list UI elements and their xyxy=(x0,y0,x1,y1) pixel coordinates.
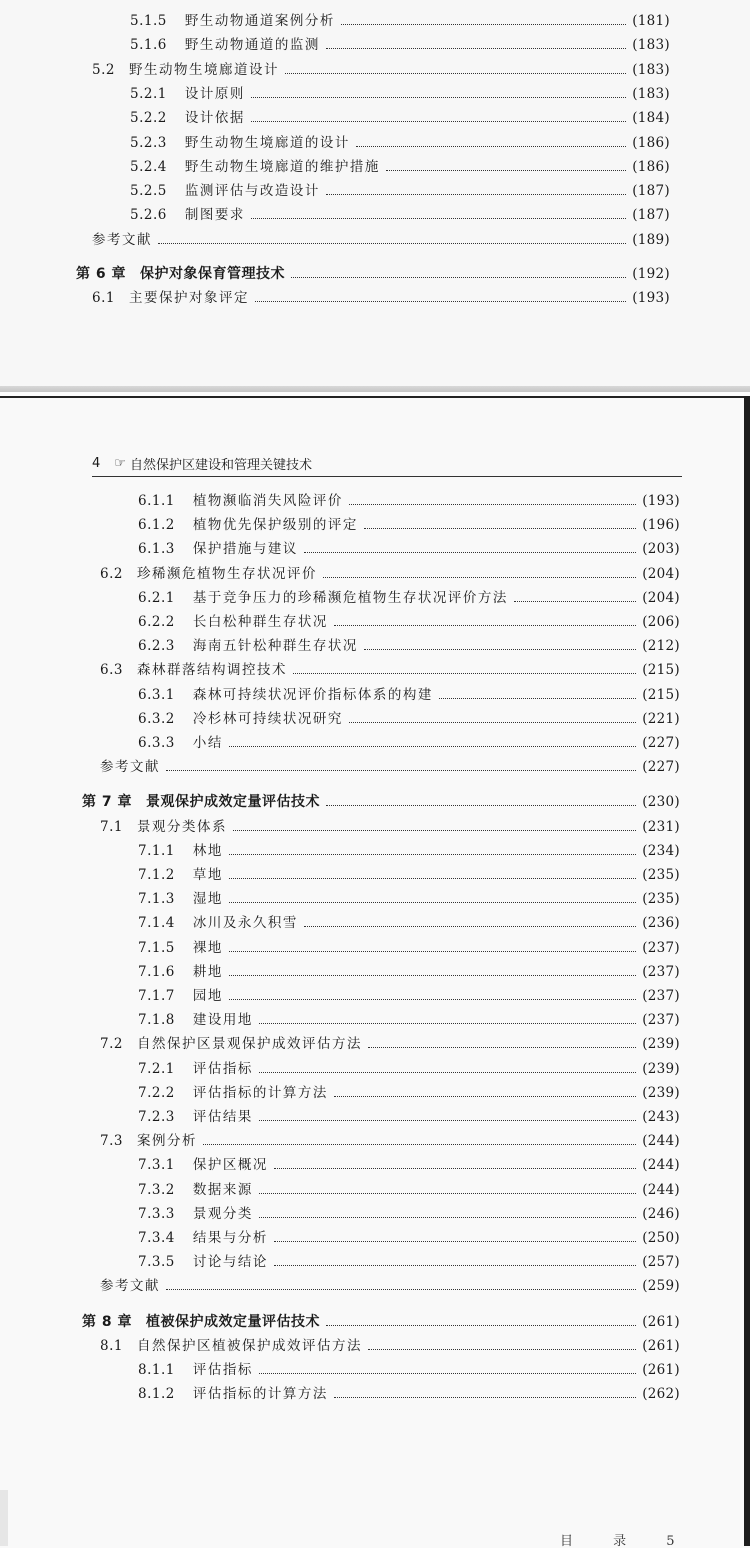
toc-entry-title: 湿地 xyxy=(192,891,223,908)
toc-leader-dots xyxy=(341,23,626,25)
toc-leader-dots xyxy=(229,998,636,1000)
toc-leader-dots xyxy=(251,217,626,219)
running-header xyxy=(92,450,682,477)
toc-entry-title: 裸地 xyxy=(192,939,223,956)
toc-entry-page: (215) xyxy=(642,662,680,679)
toc-entry xyxy=(130,10,670,32)
toc-entry-number: 7.2.2 xyxy=(138,1084,175,1101)
toc-entry-page: (187) xyxy=(632,207,670,224)
toc-entry-number: 5.2.6 xyxy=(130,207,167,224)
toc-entry xyxy=(130,83,670,105)
toc-entry xyxy=(92,59,670,81)
toc-leader-dots xyxy=(349,503,636,505)
toc-entry-title: 设计依据 xyxy=(184,110,245,127)
toc-leader-dots xyxy=(203,1143,636,1145)
toc-entry-page: (261) xyxy=(642,1337,680,1354)
toc-entry-page: (261) xyxy=(642,1313,680,1330)
toc-entry-number: 6.3.3 xyxy=(138,735,175,751)
toc-leader-dots xyxy=(356,145,626,147)
toc-entry-page: (187) xyxy=(632,183,670,200)
toc-entry-title: 评估结果 xyxy=(192,1109,253,1125)
toc-leader-dots xyxy=(259,1192,636,1194)
toc-entry-number: 6.2.2 xyxy=(138,614,175,630)
toc-entry-title: 数据来源 xyxy=(192,1181,253,1198)
toc-entry xyxy=(138,1009,680,1031)
toc-entry-page: (227) xyxy=(642,759,680,776)
toc-entry-page: (227) xyxy=(642,735,680,751)
toc-entry-number: 6.1 xyxy=(92,290,115,307)
toc-entry-page: (259) xyxy=(642,1278,680,1295)
toc-leader-dots xyxy=(274,1240,636,1242)
toc-entry xyxy=(138,864,680,886)
toc-entry-page: (204) xyxy=(642,565,680,582)
toc-entry-page: (235) xyxy=(642,867,680,883)
toc-entry-page: (237) xyxy=(642,988,680,1004)
toc-entry xyxy=(138,514,680,536)
toc-entry xyxy=(138,732,680,754)
toc-references-entry xyxy=(100,756,680,778)
toc-entry xyxy=(138,1251,680,1273)
toc-entry xyxy=(138,1227,680,1249)
toc-entry-number: 5.1.5 xyxy=(130,13,167,29)
toc-entry-page: (189) xyxy=(632,231,670,248)
toc-leader-dots xyxy=(229,974,636,976)
toc-leader-dots xyxy=(386,169,626,171)
toc-leader-dots xyxy=(293,672,636,674)
toc-entry-page: (193) xyxy=(642,493,680,509)
toc-entry xyxy=(138,611,680,633)
toc-entry-title: 评估指标 xyxy=(192,1060,253,1077)
toc-leader-dots xyxy=(323,576,636,578)
toc-entry xyxy=(130,156,670,178)
toc-entry-number: 7.1.1 xyxy=(138,842,175,859)
toc-entry-number: 5.1.6 xyxy=(130,37,167,54)
toc-leader-dots xyxy=(259,1372,636,1374)
toc-entry-title: 珍稀濒危植物生存状况评价 xyxy=(136,565,317,582)
toc-entry-number: 6.3 xyxy=(100,662,123,679)
toc-entry xyxy=(138,1082,680,1104)
toc-entry-number: 7.1.5 xyxy=(138,939,175,956)
toc-entry-page: (212) xyxy=(642,638,680,655)
toc-entry-number: 7.3.3 xyxy=(138,1205,175,1222)
toc-entry-title: 设计原则 xyxy=(184,85,245,102)
toc-entry-number: 7.1.7 xyxy=(138,988,175,1004)
toc-entry xyxy=(130,107,670,129)
toc-entry-title: 基于竞争压力的珍稀濒危植物生存状况评价方法 xyxy=(192,589,508,606)
toc-entry-page: (184) xyxy=(632,110,670,127)
toc-entry-number: 5.2.1 xyxy=(130,85,167,102)
toc-entry-page: (196) xyxy=(642,517,680,534)
toc-entry-title: 主要保护对象评定 xyxy=(128,290,249,307)
toc-entry xyxy=(138,1058,680,1080)
toc-leader-dots xyxy=(514,600,636,602)
toc-entry xyxy=(100,1130,680,1152)
toc-leader-dots xyxy=(364,527,636,529)
toc-entry xyxy=(138,912,680,934)
toc-entry-number: 7.1.6 xyxy=(138,963,175,980)
toc-entry-page: (231) xyxy=(642,818,680,835)
toc-entry-page: (239) xyxy=(642,1084,680,1101)
toc-entry-number: 6.1.3 xyxy=(138,541,175,558)
toc-entry-title: 结果与分析 xyxy=(192,1230,268,1246)
toc-entry-page: (244) xyxy=(642,1181,680,1198)
toc-entry-number: 第 8 章 xyxy=(82,1313,132,1330)
toc-leader-dots xyxy=(166,1288,636,1290)
toc-entry-number: 7.2.1 xyxy=(138,1060,175,1077)
toc-entry-page: (204) xyxy=(642,589,680,606)
toc-entry-title: 植物濒临消失风险评价 xyxy=(192,493,343,509)
toc-entry-title: 参考文献 xyxy=(92,231,152,248)
toc-entry-number: 7.3 xyxy=(100,1133,123,1150)
toc-entry-title: 参考文献 xyxy=(100,1278,160,1295)
toc-leader-dots xyxy=(326,47,626,49)
toc-leader-dots xyxy=(334,1095,636,1097)
toc-entry-number: 5.2 xyxy=(92,61,115,78)
toc-leader-dots xyxy=(259,1022,636,1024)
toc-entry xyxy=(138,840,680,862)
toc-entry-title: 自然保护区景观保护成效评估方法 xyxy=(136,1036,362,1053)
toc-entry-number: 6.1.1 xyxy=(138,493,175,509)
toc-entry-title: 案例分析 xyxy=(136,1133,197,1150)
toc-entry-title: 讨论与结论 xyxy=(192,1254,268,1271)
toc-entry-number: 7.3.5 xyxy=(138,1254,175,1271)
toc-leader-dots xyxy=(368,1348,636,1350)
toc-entry xyxy=(138,490,680,512)
toc-entry-page: (203) xyxy=(642,541,680,558)
toc-entry-page: (250) xyxy=(642,1230,680,1246)
toc-chapter-entry xyxy=(82,1311,680,1333)
toc-entry-page: (257) xyxy=(642,1254,680,1271)
toc-entry-number: 7.1.4 xyxy=(138,915,175,932)
toc-entry-title: 森林可持续状况评价指标体系的构建 xyxy=(192,686,433,703)
toc-entry-number: 6.2.1 xyxy=(138,589,175,606)
toc-entry-page: (235) xyxy=(642,891,680,908)
toc-entry-number: 8.1 xyxy=(100,1337,123,1354)
toc-leader-dots xyxy=(326,804,636,806)
toc-entry-title: 野生动物通道案例分析 xyxy=(184,13,335,29)
toc-entry-number: 7.1 xyxy=(100,818,123,835)
toc-leader-dots xyxy=(158,242,626,244)
toc-entry-number: 6.3.1 xyxy=(138,686,175,703)
toc-entry-page: (193) xyxy=(632,290,670,307)
toc-entry-number: 7.1.2 xyxy=(138,867,175,883)
toc-entry xyxy=(138,961,680,983)
toc-leader-dots xyxy=(255,300,626,302)
toc-entry-title: 景观保护成效定量评估技术 xyxy=(146,794,320,811)
toc-entry-number: 6.2 xyxy=(100,565,123,582)
toc-leader-dots xyxy=(229,745,636,747)
toc-entry-title: 监测评估与改造设计 xyxy=(184,183,320,200)
toc-entry-title: 冰川及永久积雪 xyxy=(192,915,298,932)
toc-leader-dots xyxy=(229,877,636,879)
toc-entry-title: 保护区概况 xyxy=(192,1157,268,1174)
toc-entry-page: (262) xyxy=(642,1386,680,1403)
toc-entry-page: (244) xyxy=(642,1133,680,1150)
toc-entry-number: 7.1.8 xyxy=(138,1012,175,1029)
toc-entry-number: 8.1.1 xyxy=(138,1362,175,1378)
toc-entry xyxy=(130,180,670,202)
toc-entry-number: 8.1.2 xyxy=(138,1386,175,1403)
toc-entry-title: 森林群落结构调控技术 xyxy=(136,662,287,679)
toc-references-entry xyxy=(100,1275,680,1297)
toc-entry xyxy=(138,1203,680,1225)
toc-entry-number: 7.1.3 xyxy=(138,891,175,908)
toc-entry-number: 7.3.2 xyxy=(138,1181,175,1198)
toc-entry-title: 评估指标的计算方法 xyxy=(192,1386,328,1403)
toc-leader-dots xyxy=(334,1396,636,1398)
toc-entry-title: 植被保护成效定量评估技术 xyxy=(146,1313,320,1330)
toc-entry-page: (183) xyxy=(632,85,670,102)
toc-leader-dots xyxy=(304,551,636,553)
toc-leader-dots xyxy=(259,1119,636,1121)
toc-entry-title: 景观分类体系 xyxy=(136,818,227,835)
toc-leader-dots xyxy=(251,120,626,122)
toc-entry xyxy=(138,1359,680,1381)
toc-entry-number: 6.2.3 xyxy=(138,638,175,655)
toc-entry xyxy=(138,538,680,560)
toc-entry-number: 第 6 章 xyxy=(76,266,126,282)
toc-entry xyxy=(138,708,680,730)
toc-entry-page: (192) xyxy=(632,266,670,282)
toc-entry xyxy=(138,888,680,910)
toc-leader-dots xyxy=(229,901,636,903)
header-page-number: 4 xyxy=(92,455,101,471)
toc-entry-page: (243) xyxy=(642,1109,680,1125)
header-book-title: 自然保护区建设和管理关键技术 xyxy=(129,457,312,473)
toc-entry-title: 评估指标 xyxy=(192,1362,253,1378)
toc-leader-dots xyxy=(326,1324,636,1326)
toc-entry-page: (244) xyxy=(642,1157,680,1174)
toc-entry-page: (237) xyxy=(642,1012,680,1029)
toc-leader-dots xyxy=(368,1046,636,1048)
toc-leader-dots xyxy=(364,648,636,650)
toc-entry-title: 冷杉林可持续状况研究 xyxy=(192,710,343,727)
toc-entry-title: 林地 xyxy=(192,842,223,859)
toc-entry-title: 评估指标的计算方法 xyxy=(192,1084,328,1101)
toc-leader-dots xyxy=(259,1216,636,1218)
toc-entry-title: 野生动物生境廊道的维护措施 xyxy=(184,158,380,175)
toc-entry-page: (186) xyxy=(632,158,670,175)
toc-entry-title: 建设用地 xyxy=(192,1012,253,1029)
toc-entry-title: 野生动物通道的监测 xyxy=(184,37,320,54)
toc-entry-title: 制图要求 xyxy=(184,207,245,224)
toc-entry-number: 5.2.2 xyxy=(130,110,167,127)
toc-entry xyxy=(100,563,680,585)
toc-entry-number: 6.3.2 xyxy=(138,710,175,727)
toc-leader-dots xyxy=(259,1071,636,1073)
toc-entry-page: (261) xyxy=(642,1362,680,1378)
toc-entry xyxy=(100,1335,680,1357)
toc-entry xyxy=(138,1154,680,1176)
toc-entry-number: 7.3.1 xyxy=(138,1157,175,1174)
toc-entry xyxy=(92,287,670,309)
toc-leader-dots xyxy=(285,72,626,74)
toc-entry xyxy=(130,132,670,154)
toc-entry-page: (206) xyxy=(642,614,680,630)
toc-entry-title: 自然保护区植被保护成效评估方法 xyxy=(136,1337,362,1354)
toc-entry-page: (237) xyxy=(642,963,680,980)
toc-leader-dots xyxy=(166,769,636,771)
toc-chapter-entry xyxy=(82,791,680,813)
toc-entry-title: 野生动物生境廊道的设计 xyxy=(184,134,350,151)
toc-chapter-entry xyxy=(76,263,670,285)
toc-entry-number: 5.2.3 xyxy=(130,134,167,151)
toc-leader-dots xyxy=(439,697,636,699)
toc-entry-title: 海南五针松种群生存状况 xyxy=(192,638,358,655)
toc-entry xyxy=(100,659,680,681)
toc-leader-dots xyxy=(229,950,636,952)
toc-entry-page: (221) xyxy=(642,710,680,727)
toc-entry-title: 保护措施与建议 xyxy=(192,541,298,558)
toc-leader-dots xyxy=(229,853,636,855)
toc-leader-dots xyxy=(251,96,626,98)
toc-references-entry xyxy=(92,229,670,251)
toc-entry-page: (246) xyxy=(642,1205,680,1222)
toc-leader-dots xyxy=(334,624,636,626)
toc-entry xyxy=(100,816,680,838)
toc-leader-dots xyxy=(274,1167,636,1169)
toc-entry-page: (183) xyxy=(632,61,670,78)
toc-entry-number: 第 7 章 xyxy=(82,794,132,811)
page-left-edge xyxy=(0,1490,8,1546)
toc-entry-number: 7.3.4 xyxy=(138,1230,175,1246)
toc-entry xyxy=(138,1179,680,1201)
toc-entry-page: (230) xyxy=(642,794,680,811)
toc-entry-page: (236) xyxy=(642,915,680,932)
toc-entry-title: 植物优先保护级别的评定 xyxy=(192,517,358,534)
pointing-hand-icon: ☞ xyxy=(114,455,126,471)
toc-entry xyxy=(138,587,680,609)
toc-entry xyxy=(138,1106,680,1128)
toc-entry-number: 7.2.3 xyxy=(138,1109,175,1125)
toc-entry-title: 草地 xyxy=(192,867,223,883)
toc-entry-title: 参考文献 xyxy=(100,759,160,776)
toc-entry-title: 小结 xyxy=(192,735,223,751)
toc-entry-title: 园地 xyxy=(192,988,223,1004)
toc-entry-title: 耕地 xyxy=(192,963,223,980)
toc-entry-number: 5.2.4 xyxy=(130,158,167,175)
toc-entry xyxy=(100,1033,680,1055)
toc-leader-dots xyxy=(291,276,626,278)
toc-leader-dots xyxy=(274,1264,636,1266)
toc-entry-page: (215) xyxy=(642,686,680,703)
toc-entry-page: (181) xyxy=(632,13,670,29)
toc-entry-title: 保护对象保育管理技术 xyxy=(140,266,285,282)
toc-entry-title: 长白松种群生存状况 xyxy=(192,614,328,630)
toc-entry-page: (239) xyxy=(642,1036,680,1053)
toc-entry-number: 5.2.5 xyxy=(130,183,167,200)
toc-entry xyxy=(138,1383,680,1405)
toc-entry-page: (183) xyxy=(632,37,670,54)
toc-entry-page: (234) xyxy=(642,842,680,859)
toc-leader-dots xyxy=(349,721,636,723)
toc-entry xyxy=(130,34,670,56)
toc-entry xyxy=(138,635,680,657)
toc-entry-number: 6.1.2 xyxy=(138,517,175,534)
running-footer: 目 录 5 xyxy=(560,1534,693,1549)
toc-entry-page: (239) xyxy=(642,1060,680,1077)
toc-entry xyxy=(130,204,670,226)
toc-entry xyxy=(138,684,680,706)
toc-entry xyxy=(138,985,680,1007)
toc-entry-title: 野生动物生境廊道设计 xyxy=(128,61,279,78)
toc-leader-dots xyxy=(233,829,636,831)
toc-entry-title: 景观分类 xyxy=(192,1205,253,1222)
toc-entry-page: (186) xyxy=(632,134,670,151)
toc-leader-dots xyxy=(326,193,626,195)
page-right-edge xyxy=(744,396,750,1546)
toc-entry xyxy=(138,937,680,959)
toc-entry-page: (237) xyxy=(642,939,680,956)
toc-leader-dots xyxy=(304,925,636,927)
toc-entry-number: 7.2 xyxy=(100,1036,123,1053)
